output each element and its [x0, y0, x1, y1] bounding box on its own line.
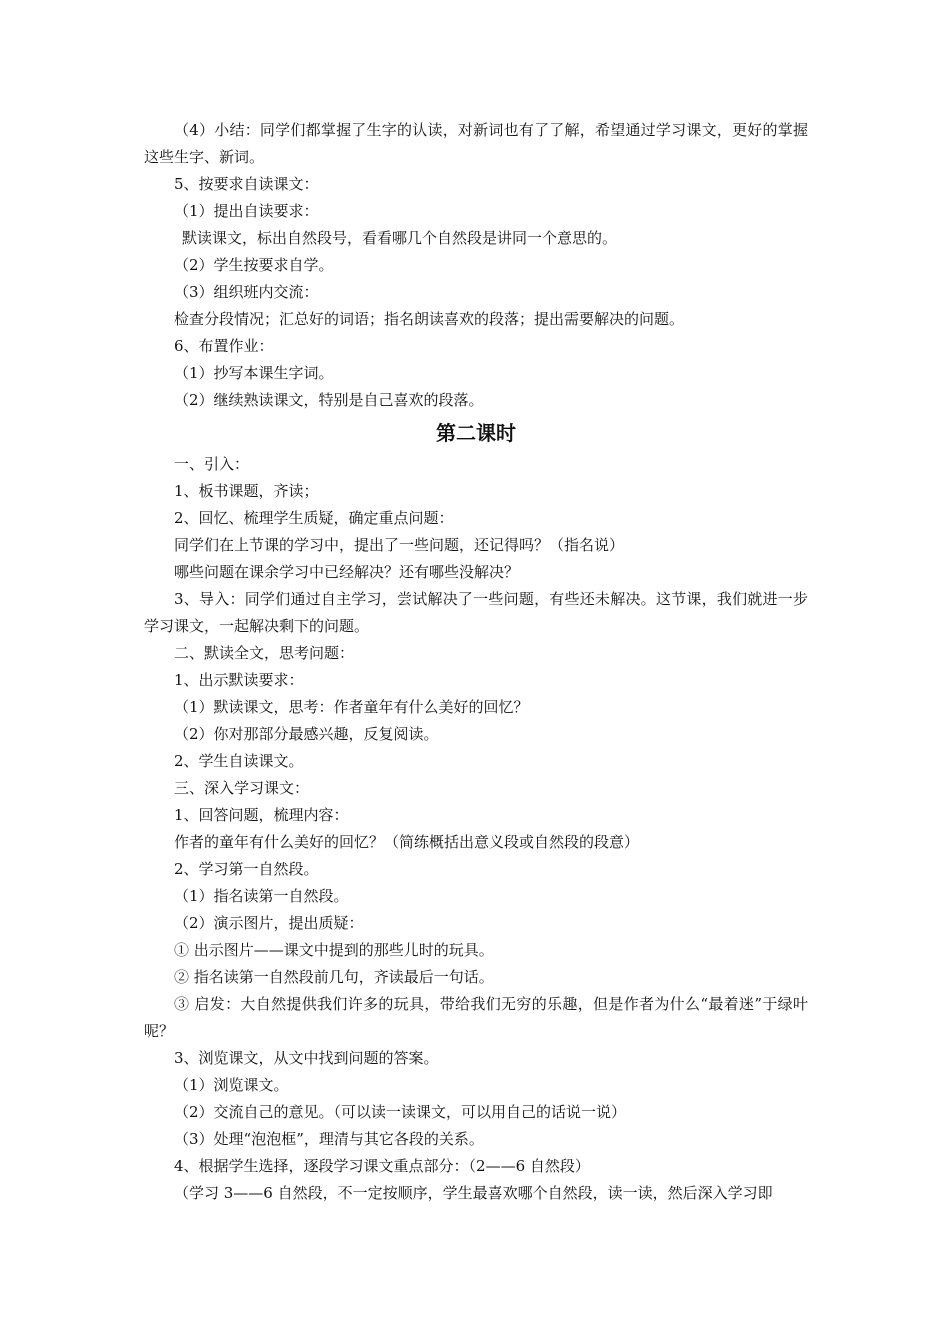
paragraph-line: 3、浏览课文，从文中找到问题的答案。: [174, 1049, 439, 1067]
paragraph-line: 1、出示默读要求：: [174, 671, 304, 689]
paragraph-line: 6、布置作业：: [174, 337, 274, 355]
lesson-section-two: [144, 451, 808, 1207]
paragraph-line: （1）浏览课文。: [174, 1076, 289, 1094]
paragraph-line: 1、回答问题，梳理内容：: [174, 806, 349, 824]
paragraph-line: （1）抄写本课生字词。: [174, 364, 334, 382]
paragraph-line: 2、学习第一自然段。: [174, 860, 319, 878]
paragraph-line: （1）提出自读要求：: [174, 202, 319, 220]
paragraph-line: ③ 启发：大自然提供我们许多的玩具，带给我们无穷的乐趣，但是作者为什么“最着迷”于绿叶呢？: [144, 995, 808, 1040]
paragraph-line: （2）交流自己的意见。（可以读一读课文，可以用自己的话说一说）: [174, 1103, 627, 1121]
paragraph-line: 一、引入：: [174, 455, 250, 473]
paragraph-line: 5、按要求自读课文：: [174, 175, 319, 193]
paragraph-line: （3）组织班内交流：: [174, 283, 319, 301]
paragraph-line: 检查分段情况；汇总好的词语；指名朗读喜欢的段落；提出需要解决的问题。: [174, 310, 685, 328]
lesson-section-one: [144, 117, 808, 414]
paragraph-line: 2、回忆、梳理学生质疑，确定重点问题：: [174, 509, 454, 527]
paragraph-line: （学习 3——6 自然段，不一定按顺序，学生最喜欢哪个自然段，读一读，然后深入学习即: [174, 1184, 773, 1202]
paragraph-line: 4、根据学生选择，逐段学习课文重点部分：（2——6 自然段）: [174, 1157, 590, 1175]
paragraph-line: 同学们在上节课的学习中，提出了一些问题，还记得吗？（指名说）: [174, 536, 625, 554]
paragraph-line: 作者的童年有什么美好的回忆？（简练概括出意义段或自然段的段意）: [174, 833, 640, 851]
paragraph-line: （2）继续熟读课文，特别是自己喜欢的段落。: [174, 391, 484, 409]
paragraph-line: ② 指名读第一自然段前几句，齐读最后一句话。: [174, 968, 494, 986]
paragraph-line: （2）你对那部分最感兴趣，反复阅读。: [174, 725, 439, 743]
paragraph-line: 哪些问题在课余学习中已经解决？还有哪些没解决？: [174, 563, 520, 581]
paragraph-line: 默读课文，标出自然段号，看看哪几个自然段是讲同一个意思的。: [182, 229, 618, 247]
paragraph-line: 3、导入：同学们通过自主学习，尝试解决了一些问题，有些还未解决。这节课，我们就进一步学习课文，一起解决剩下的问题。: [144, 590, 808, 635]
paragraph-line: （2）学生按要求自学。: [174, 256, 334, 274]
paragraph-line: 三、深入学习课文：: [174, 779, 310, 797]
paragraph-line: （4）小结：同学们都掌握了生字的认读，对新词也有了了解，希望通过学习课文，更好的掌握这些生字、新词。: [144, 121, 808, 166]
paragraph-line: （1）指名读第一自然段。: [174, 887, 349, 905]
paragraph-line: 2、学生自读课文。: [174, 752, 304, 770]
paragraph-line: （3）处理“泡泡框”，理清与其它各段的关系。: [174, 1130, 484, 1148]
document-page: [144, 117, 808, 1207]
paragraph-line: 二、默读全文，思考问题：: [174, 644, 355, 662]
paragraph-line: 1、板书课题，齐读；: [174, 482, 319, 500]
paragraph-line: （1）默读课文，思考：作者童年有什么美好的回忆？: [174, 698, 529, 716]
lesson-heading: 第二课时: [436, 421, 516, 445]
paragraph-line: （2）演示图片，提出质疑：: [174, 914, 364, 932]
paragraph-line: ① 出示图片——课文中提到的那些儿时的玩具。: [174, 941, 494, 959]
